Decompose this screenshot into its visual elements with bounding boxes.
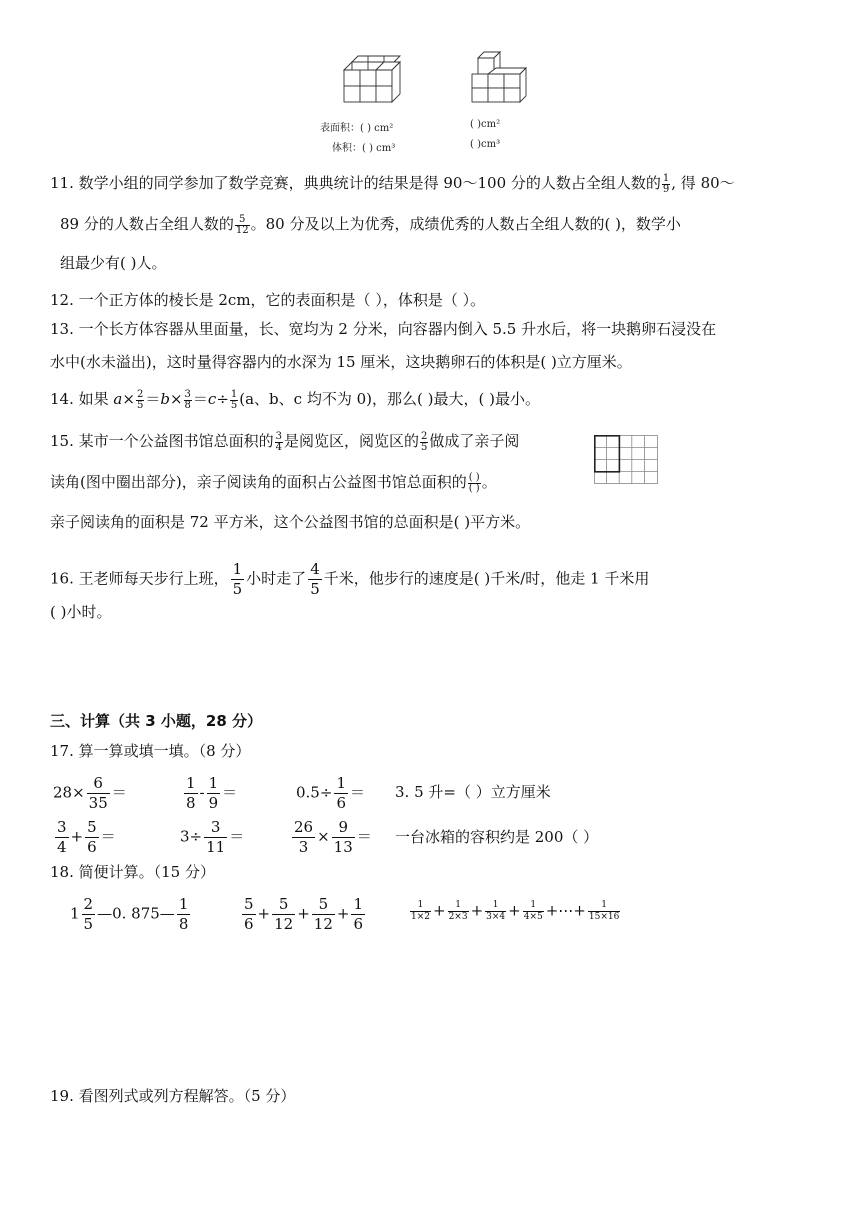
question-17-title: 17. 算一算或填一填。（8 分） xyxy=(50,742,251,760)
expr-18-2: $\frac{5}{6}$ + $\frac{5}{12}$ + $\frac{5}{12}$ + $\frac{1}{6}$ xyxy=(244,895,364,933)
question-14: 14. 如果 a× $\frac{2}{5}$ ＝b× $\frac{3}{8}$ ＝c÷ $\frac{1}{5}$ (a、b、c 均不为 0)，那么( )最大，( )最小。 xyxy=(50,388,540,411)
question-13-line-1: 13. 一个长方体容器从里面量，长、宽均为 2 分米，向容器内倒入 5.5 升水后，将一块鹅卵石浸没在 xyxy=(50,320,717,338)
fraction: $\frac{3}{4}$ xyxy=(275,430,282,453)
fraction: $\frac{5}{12}$ xyxy=(235,213,249,236)
fraction: $\frac{4}{5}$ xyxy=(310,560,320,598)
expr-17-4: 3. 5 升=（ ）立方厘米 xyxy=(395,783,551,801)
expr-17-3: 0.5÷ $\frac{1}{6}$ ＝ xyxy=(296,774,365,812)
cube-figure-left xyxy=(338,48,410,110)
question-16-line-1: 16. 王老师每天步行上班， $\frac{1}{5}$ 小时走了 $\frac{4}{5}$ 千米，他步行的速度是( )千米/时，他走 1 千米用 xyxy=(50,560,650,598)
expr-17-7: $\frac{26}{3}$ × $\frac{9}{13}$ ＝ xyxy=(294,818,372,856)
cube-figure-right xyxy=(466,48,530,110)
fraction: $\frac{1}{5}$ xyxy=(230,388,238,411)
surface-label-right: ( )cm² xyxy=(470,119,501,130)
expr-18-1: 1 $\frac{2}{5}$ —0. 875— $\frac{1}{8}$ xyxy=(70,895,189,933)
question-12: 12. 一个正方体的棱长是 2cm，它的表面积是（ ），体积是（ ）。 xyxy=(50,291,486,309)
fraction: $\frac{1}{5}$ xyxy=(232,560,243,598)
volume-label-right: ( )cm³ xyxy=(470,139,501,150)
question-18-title: 18. 简便计算。（15 分） xyxy=(50,863,215,881)
fraction: $\frac{3}{8}$ xyxy=(184,388,191,411)
question-11-line-1: 11. 数学小组的同学参加了数学竞赛，典典统计的结果是得 90～100 分的人数占全组人数的 $\frac{1}{9}$ , 得 80～ xyxy=(50,172,735,195)
question-15-line-2: 读角(图中圈出部分)，亲子阅读角的面积占公益图书馆总面积的 $\frac{( )}{( )}$ 。 xyxy=(50,471,497,494)
fraction: $\frac{2}{5}$ xyxy=(421,430,428,453)
answer-blank-fraction[interactable]: $\frac{( )}{( )}$ xyxy=(468,471,480,494)
expr-17-5: $\frac{3}{4}$ + $\frac{5}{6}$ ＝ xyxy=(57,818,116,856)
library-grid-figure xyxy=(594,435,658,485)
expr-17-1: 28× $\frac{6}{35}$ ＝ xyxy=(53,774,127,812)
section-3-heading: 三、计算（共 3 小题，28 分） xyxy=(50,712,262,730)
fraction: $\frac{2}{5}$ xyxy=(136,388,144,411)
expr-18-3: $\frac{1}{1\times 2}$ + $\frac{1}{2\times 3}$ + $\frac{1}{3\times 4}$ + $\frac{1}{4\times 5}$ +⋯+ $\frac{1}{15\times 16}$ xyxy=(411,900,620,922)
question-11-line-3: 组最少有( )人。 xyxy=(60,254,167,272)
expr-17-8: 一台冰箱的容积约是 200（ ） xyxy=(395,828,599,846)
question-15-line-3: 亲子阅读角的面积是 72 平方米，这个公益图书馆的总面积是( )平方米。 xyxy=(50,513,531,531)
expr-17-2: $\frac{1}{8}$ - $\frac{1}{9}$ ＝ xyxy=(186,774,238,812)
fraction: $\frac{1}{9}$ xyxy=(662,172,670,195)
question-11-line-2: 89 分的人数占全组人数的 $\frac{5}{12}$ 。80 分及以上为优秀，成绩优秀的人数占全组人数的( )，数学小 xyxy=(60,213,681,236)
question-15-line-1: 15. 某市一个公益图书馆总面积的 $\frac{3}{4}$ 是阅览区，阅览区的 $\frac{2}{5}$ 做成了亲子阅 xyxy=(50,430,520,453)
question-16-line-2: ( )小时。 xyxy=(50,603,112,621)
question-13-line-2: 水中(水未溢出)，这时量得容器内的水深为 15 厘米，这块鹅卵石的体积是( )立方厘米。 xyxy=(50,353,632,371)
surface-label-left: 表面积：( ) cm² xyxy=(320,123,394,134)
volume-label-left: 体积：( ) cm³ xyxy=(332,143,396,154)
expr-17-6: 3÷ $\frac{3}{11}$ ＝ xyxy=(180,818,245,856)
question-19: 19. 看图列式或列方程解答。（5 分） xyxy=(50,1087,296,1105)
